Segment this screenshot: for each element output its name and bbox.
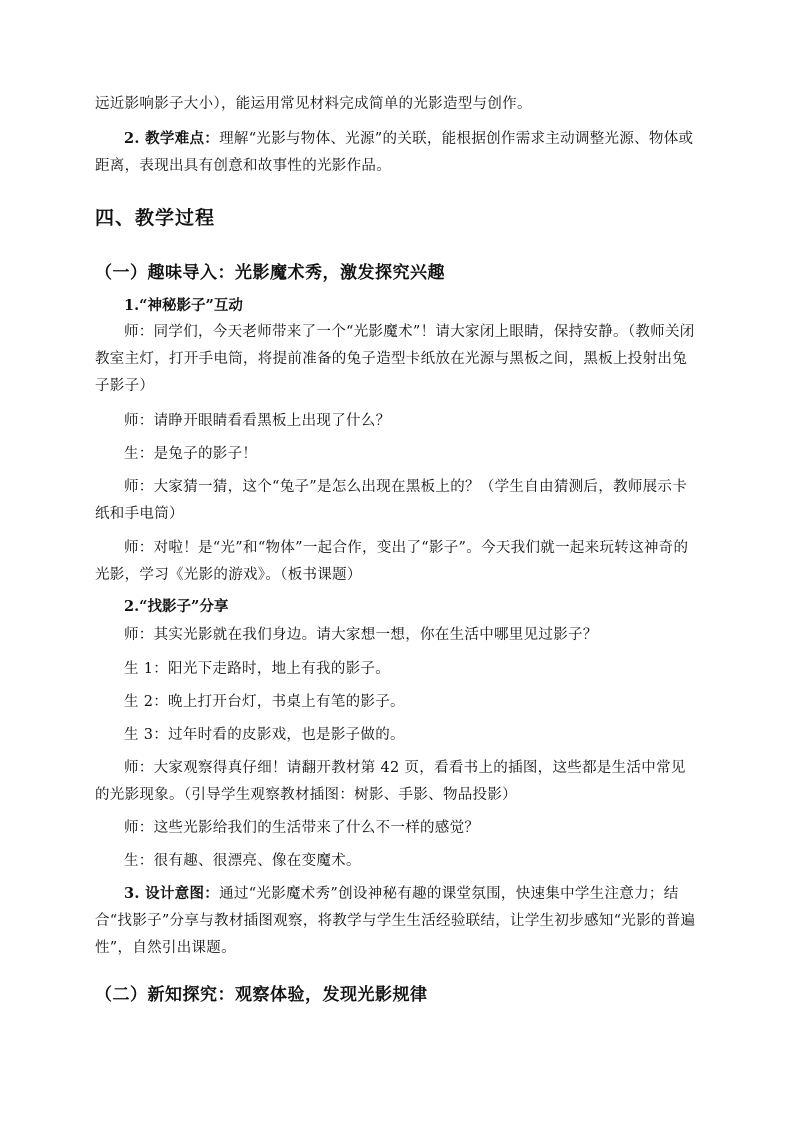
item1-title: 1.“神秘影子”互动 [124,297,243,314]
section-four-heading: 四、教学过程 [95,207,216,229]
item1-line-0: 师：同学们，今天老师带来了一个“光影魔术”！请大家闭上眼睛，保持安静。（教师关闭教室主灯，打开手电筒，将提前准备的兔子造型卡纸放在光源与黑板之间，黑板上投射出兔子影子） [95,324,695,394]
item1-line-4: 师：对啦！是“光”和“物体”一起合作，变出了“影子”。今天我们就一起来玩转这神奇的光影，学习《光影的游戏》。（板书课题） [95,540,689,583]
item2-line-0: 师：其实光影就在我们身边。请大家想一想，你在生活中哪里见过影子？ [124,627,598,643]
item1-line-1: 师：请睁开眼睛看看黑板上出现了什么？ [124,413,391,429]
design-intent-paragraph [95,880,700,962]
item2-title: 2.“找影子”分享 [124,598,229,615]
subsection-two-heading: （二）新知探究：观察体验，发现光影规律 [95,985,428,1005]
design-intent-text: 通过“光影魔术秀”创设神秘有趣的课堂氛围，快速集中学生注意力；结合“找影子”分享与教材插图观察，将教学与学生生活经验联结，让学生初步感知“光影的普遍性”，自然引出课题。 [95,886,696,956]
subsection-one-heading: （一）趣味导入：光影魔术秀，激发探究兴趣 [95,263,445,283]
item1-line-2: 生：是兔子的影子！ [124,446,258,462]
difficulty-paragraph [95,125,700,180]
difficulty-lead: 2. 教学难点： [124,130,220,147]
item2-line-6: 生：很有趣、很漂亮、像在变魔术。 [124,853,361,869]
item2-line-2: 生 2：晚上打开台灯，书桌上有笔的影子。 [124,694,405,710]
item2-line-5: 师：这些光影给我们的生活带来了什么不一样的感觉？ [124,820,480,836]
item2-line-1: 生 1：阳光下走路时，地上有我的影子。 [124,661,391,677]
paragraph-top: 远近影响影子大小），能运用常见材料完成简单的光影造型与创作。 [95,96,532,112]
item1-line-3: 师：大家猜一猜，这个“兔子”是怎么出现在黑板上的？（学生自由猜测后，教师展示卡纸和手电筒） [95,479,688,522]
design-intent-lead: 3. 设计意图： [124,885,220,902]
difficulty-text: 理解“光影与物体、光源”的关联，能根据创作需求主动调整光源、物体或距离，表现出具有创意和故事性的光影作品。 [95,131,694,174]
item2-line-4: 师：大家观察得真仔细！请翻开教材第 42 页，看看书上的插图，这些都是生活中常见的光影现象。（引导学生观察教材插图：树影、手影、物品投影） [95,760,686,803]
item2-line-3: 生 3：过年时看的皮影戏，也是影子做的。 [124,727,405,743]
